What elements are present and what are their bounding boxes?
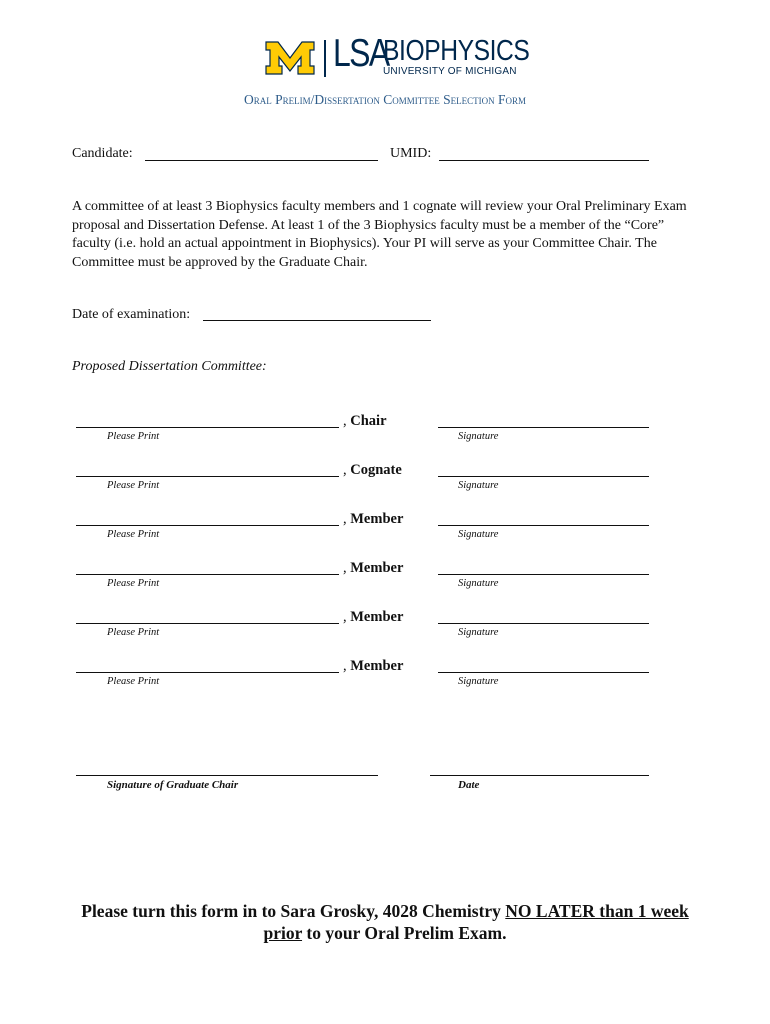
signature-caption: Signature [458, 676, 499, 687]
member-role: , Cognate [343, 462, 402, 478]
please-print-caption: Please Print [107, 480, 160, 491]
member-signature-field[interactable] [438, 427, 649, 428]
signature-caption: Signature [458, 627, 499, 638]
please-print-caption: Please Print [107, 676, 160, 687]
member-role: , Chair [343, 413, 387, 429]
member-role: , Member [343, 658, 404, 674]
member-signature-field[interactable] [438, 525, 649, 526]
exam-date-label: Date of examination: [72, 307, 191, 322]
please-print-caption: Please Print [107, 578, 160, 589]
member-name-field[interactable] [76, 427, 339, 428]
submission-notice [0, 900, 770, 944]
please-print-caption: Please Print [107, 529, 160, 540]
grad-chair-date-field[interactable] [430, 775, 649, 776]
grad-chair-signature-caption: Signature of Graduate Chair [107, 779, 239, 791]
instructions-paragraph: A committee of at least 3 Biophysics faculty members and 1 cognate will review your Oral Preliminary Exam proposal and Dissertation Defense. At least 1 of the 3 Biophysics faculty must be a member of the “Core” faculty (i.e. hold an actual appointment in Biophysics). Your PI will serve as your Committee Chair. The Committee must be approved by the Graduate Chair. [72, 199, 687, 270]
exam-date-field[interactable] [203, 320, 431, 321]
member-name-field[interactable] [76, 476, 339, 477]
notice-text-2: to your Oral Prelim Exam. [302, 923, 507, 943]
member-name-field[interactable] [76, 672, 339, 673]
candidate-field[interactable] [145, 160, 378, 161]
block-m-logo [264, 40, 316, 76]
logo-lsa-text: LSA [333, 32, 389, 75]
grad-chair-signature-field[interactable] [76, 775, 378, 776]
form-title: Oral Prelim/Dissertation Committee Selection Form [243, 92, 526, 107]
signature-caption: Signature [458, 578, 499, 589]
signature-caption: Signature [458, 529, 499, 540]
member-signature-field[interactable] [438, 574, 649, 575]
notice-prior: prior [263, 923, 303, 943]
grad-chair-date-caption: Date [458, 779, 480, 791]
candidate-label: Candidate: [72, 146, 133, 161]
notice-text-1: Please turn this form in to Sara Grosky, 4028 Chemistry [81, 901, 506, 921]
please-print-caption: Please Print [107, 431, 160, 442]
committee-heading: Proposed Dissertation Committee: [72, 359, 267, 374]
logo-divider [324, 40, 326, 77]
please-print-caption: Please Print [107, 627, 160, 638]
umid-field[interactable] [439, 160, 649, 161]
member-role: , Member [343, 560, 404, 576]
member-name-field[interactable] [76, 574, 339, 575]
member-role: , Member [343, 511, 404, 527]
member-signature-field[interactable] [438, 672, 649, 673]
logo-department-text: BIOPHYSICS [383, 35, 530, 67]
member-role: , Member [343, 609, 404, 625]
member-name-field[interactable] [76, 525, 339, 526]
member-signature-field[interactable] [438, 476, 649, 477]
logo-university-text: UNIVERSITY OF MICHIGAN [383, 66, 517, 77]
signature-caption: Signature [458, 480, 499, 491]
notice-deadline: NO LATER than 1 week [505, 901, 689, 921]
member-name-field[interactable] [76, 623, 339, 624]
member-signature-field[interactable] [438, 623, 649, 624]
umid-label: UMID: [390, 146, 432, 161]
signature-caption: Signature [458, 431, 499, 442]
